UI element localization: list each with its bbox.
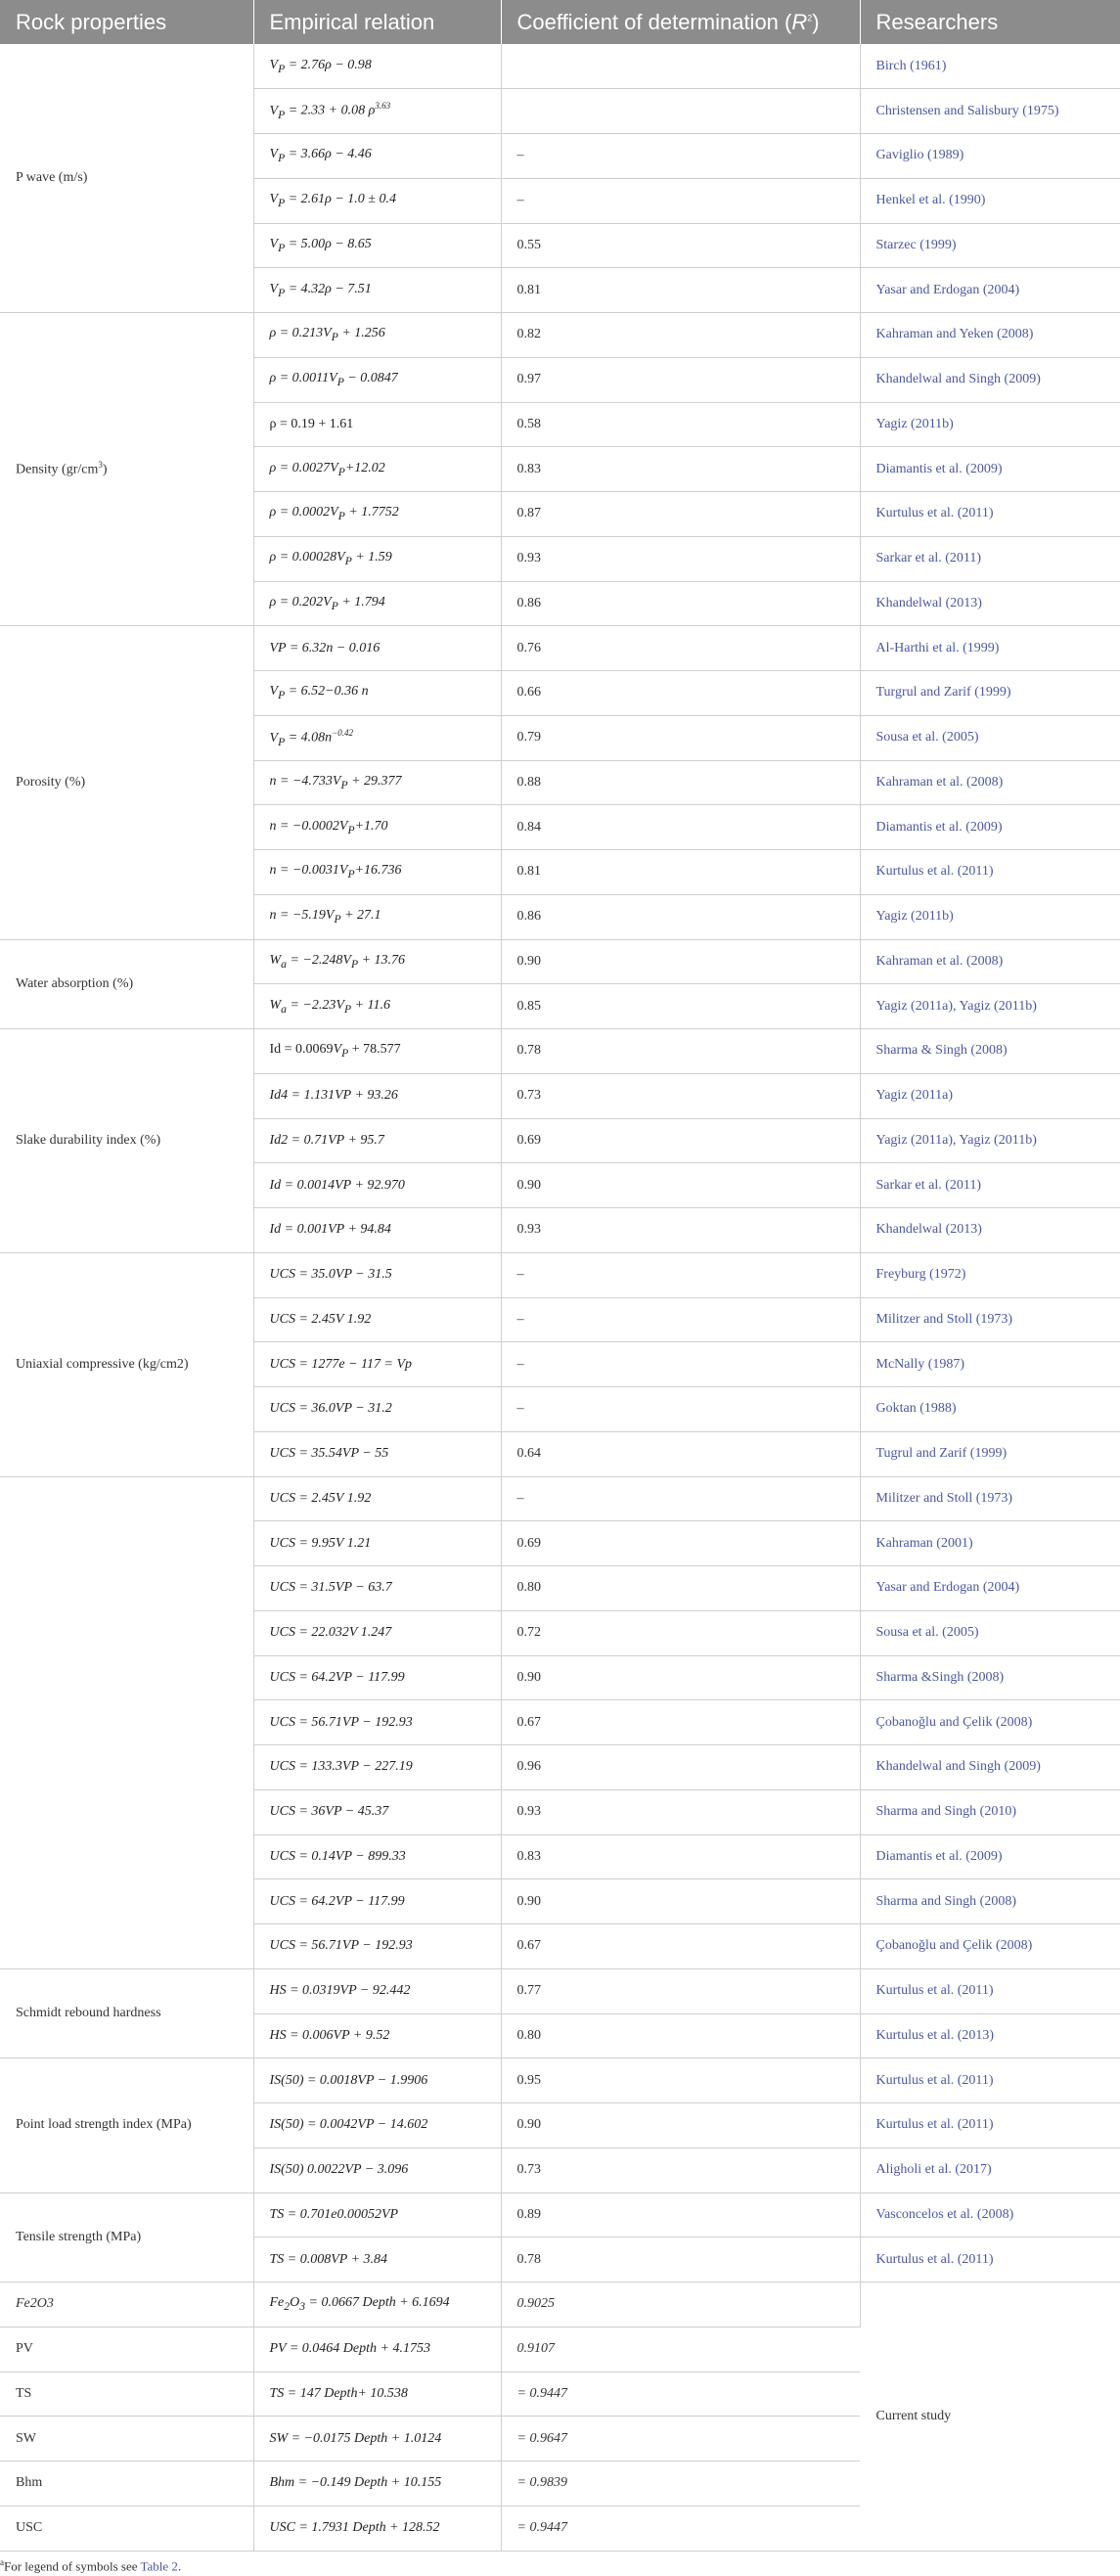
- footnote-marker: a: [0, 2556, 4, 2567]
- eq-cell: $\rho = 0.0027V_P+12.02$: [253, 447, 501, 492]
- table-row: [0, 1252, 1120, 1297]
- eq-cell: $\rho = 0.00028V_P + 1.59$: [253, 536, 501, 581]
- r2-cell: 0.55: [501, 223, 860, 268]
- eq-cell: $V_P = 2.61\rho - 1.0 \pm 0.4$: [253, 178, 501, 223]
- prop-bhm: Bhm: [0, 2462, 253, 2507]
- group-p-wave: P wave (m/s): [0, 44, 253, 313]
- eq-cell: TS = 0.701e0.00052VP: [253, 2192, 501, 2237]
- eq-cell: $W_a = -2.23V_P + 11.6$: [253, 984, 501, 1029]
- researcher-link[interactable]: Yagiz (2011a), Yagiz (2011b): [860, 984, 1120, 1029]
- researcher-link[interactable]: Kurtulus et al. (2011): [860, 1968, 1120, 2013]
- eq-cell: $V_P = 5.00\rho - 8.65$: [253, 223, 501, 268]
- eq-cell: $n = -4.733V_P + 29.377$: [253, 760, 501, 805]
- researcher-link[interactable]: Sarkar et al. (2011): [860, 1163, 1120, 1208]
- r2-cell: 0.90: [501, 1163, 860, 1208]
- eq-cell: $V_P = 4.08n^{-0.42}$: [253, 715, 501, 760]
- eq-cell: $n = -0.0002V_P+1.70$: [253, 805, 501, 850]
- table-row: [0, 44, 1120, 89]
- r2-cell: 0.90: [501, 2103, 860, 2148]
- r2-cell: 0.81: [501, 268, 860, 313]
- r2-cell: –: [501, 178, 860, 223]
- eq-cell: HS = 0.0319VP − 92.442: [253, 1968, 501, 2013]
- r2-cell: 0.90: [501, 1879, 860, 1924]
- table-header-row: [0, 0, 1120, 44]
- table-row: [0, 1476, 1120, 1521]
- researcher-link[interactable]: Militzer and Stoll (1973): [860, 1476, 1120, 1521]
- eq-cell: UCS = 2.45V 1.92: [253, 1297, 501, 1342]
- researcher-link[interactable]: Kahraman et al. (2008): [860, 760, 1120, 805]
- researcher-link[interactable]: Yagiz (2011a): [860, 1073, 1120, 1118]
- header-rock-properties: Rock properties: [0, 0, 253, 44]
- r2-cell: 0.82: [501, 313, 860, 358]
- r2-cell: 0.73: [501, 1073, 860, 1118]
- eq-cell: $V_P = 2.33 + 0.08$ $\rho^{3.63}$: [253, 89, 501, 134]
- r2-cell: 0.67: [501, 1924, 860, 1969]
- researcher-link[interactable]: Sousa et al. (2005): [860, 715, 1120, 760]
- eq-cell: UCS = 133.3VP − 227.19: [253, 1745, 501, 1790]
- r2-cell: 0.95: [501, 2058, 860, 2103]
- researcher-link[interactable]: Khandelwal and Singh (2009): [860, 357, 1120, 402]
- r2-cell: 0.96: [501, 1745, 860, 1790]
- r2-cell: 0.69: [501, 1521, 860, 1566]
- r2-cell: 0.93: [501, 536, 860, 581]
- table-row: [0, 939, 1120, 984]
- researcher-link[interactable]: Sharma &Singh (2008): [860, 1655, 1120, 1700]
- researcher-link[interactable]: Yasar and Erdogan (2004): [860, 1566, 1120, 1611]
- researcher-link[interactable]: Freyburg (1972): [860, 1252, 1120, 1297]
- r2-cell: 0.90: [501, 1655, 860, 1700]
- researcher-link[interactable]: Christensen and Salisbury (1975): [860, 89, 1120, 134]
- eq-cell: $n = -0.0031V_P+16.736$: [253, 850, 501, 895]
- r2-cell: 0.66: [501, 671, 860, 716]
- group-slake-durability: Slake durability index (%): [0, 1029, 253, 1253]
- table-2-link[interactable]: Table 2: [140, 2557, 178, 2573]
- r2-cell: 0.67: [501, 1700, 860, 1745]
- researcher-link[interactable]: Aligholi et al. (2017): [860, 2147, 1120, 2192]
- table-footnote: $^a$For legend of symbols see Table 2.: [0, 2556, 182, 2573]
- table-row: [0, 1029, 1120, 1074]
- researcher-link[interactable]: Khandelwal (2013): [860, 581, 1120, 626]
- eq-cell: Id2 = 0.71VP + 95.7: [253, 1118, 501, 1163]
- researcher-link[interactable]: Kahraman et al. (2008): [860, 939, 1120, 984]
- researcher-link[interactable]: Diamantis et al. (2009): [860, 1834, 1120, 1879]
- r2-cell: 0.83: [501, 447, 860, 492]
- eq-cell: UCS = 35.0VP − 31.5: [253, 1252, 501, 1297]
- eq-cell: IS(50) = 0.0042VP − 14.602: [253, 2103, 501, 2148]
- eq-cell: UCS = 31.5VP − 63.7: [253, 1566, 501, 1611]
- prop-sw: SW: [0, 2417, 253, 2462]
- eq-cell: UCS = 9.95V 1.21: [253, 1521, 501, 1566]
- researcher-link[interactable]: Vasconcelos et al. (2008): [860, 2192, 1120, 2237]
- current-study-cell: Current study: [860, 2282, 1120, 2552]
- table-row: [0, 1968, 1120, 2013]
- researcher-link[interactable]: Yagiz (2011a), Yagiz (2011b): [860, 1118, 1120, 1163]
- eq-cell: $\rho = 0.213V_P + 1.256$: [253, 313, 501, 358]
- group-ucs-unlabeled: [0, 1476, 253, 1968]
- r2-cell: 0.80: [501, 1566, 860, 1611]
- r2-cell: = 0.9839: [501, 2462, 860, 2507]
- researcher-link[interactable]: Kurtulus et al. (2011): [860, 492, 1120, 537]
- eq-cell: SW = −0.0175 Depth + 1.0124: [253, 2417, 501, 2462]
- researcher-link[interactable]: Gaviglio (1989): [860, 134, 1120, 179]
- r2-cell: [501, 89, 860, 134]
- researcher-link[interactable]: Kurtulus et al. (2011): [860, 2103, 1120, 2148]
- researcher-link[interactable]: Goktan (1988): [860, 1387, 1120, 1432]
- eq-cell: IS(50) = 0.0018VP − 1.9906: [253, 2058, 501, 2103]
- researcher-link[interactable]: Çobanoğlu and Çelik (2008): [860, 1700, 1120, 1745]
- eq-cell: Bhm = −0.149 Depth + 10.155: [253, 2462, 501, 2507]
- researcher-link[interactable]: Sharma & Singh (2008): [860, 1029, 1120, 1074]
- researcher-link[interactable]: Diamantis et al. (2009): [860, 447, 1120, 492]
- r2-cell: –: [501, 1387, 860, 1432]
- eq-cell: $Fe_2O_3 = 0.0667$ Depth + 6.1694: [253, 2282, 501, 2327]
- group-uniaxial-compressive: Uniaxial compressive (kg/cm2): [0, 1252, 253, 1476]
- eq-cell: UCS = 64.2VP − 117.99: [253, 1655, 501, 1700]
- r2-cell: = 0.9647: [501, 2417, 860, 2462]
- group-water-absorption: Water absorption (%): [0, 939, 253, 1029]
- r2-cell: 0.81: [501, 850, 860, 895]
- researcher-link[interactable]: Sousa et al. (2005): [860, 1610, 1120, 1655]
- eq-cell: UCS = 36VP − 45.37: [253, 1789, 501, 1834]
- r2-cell: –: [501, 1252, 860, 1297]
- r2-cell: 0.86: [501, 581, 860, 626]
- researcher-link[interactable]: Yagiz (2011b): [860, 894, 1120, 939]
- eq-cell: UCS = 0.14VP − 899.33: [253, 1834, 501, 1879]
- researcher-link[interactable]: Militzer and Stoll (1973): [860, 1297, 1120, 1342]
- prop-fe2o3: Fe2O3: [0, 2282, 253, 2327]
- eq-cell: USC = 1.7931 Depth + 128.52: [253, 2506, 501, 2551]
- researcher-link[interactable]: Starzec (1999): [860, 223, 1120, 268]
- r2-cell: 0.9025: [501, 2282, 860, 2327]
- r2-cell: 0.86: [501, 894, 860, 939]
- r2-cell: = 0.9447: [501, 2506, 860, 2551]
- researcher-link[interactable]: Kurtulus et al. (2011): [860, 850, 1120, 895]
- researcher-link[interactable]: Sarkar et al. (2011): [860, 536, 1120, 581]
- table-row: [0, 626, 1120, 671]
- eq-cell: TS = 0.008VP + 3.84: [253, 2237, 501, 2282]
- r2-cell: 0.84: [501, 805, 860, 850]
- eq-cell: $\rho = 0.202V_P + 1.794$: [253, 581, 501, 626]
- eq-cell: UCS = 1277e − 117 = Vp: [253, 1342, 501, 1387]
- r2-cell: 0.78: [501, 2237, 860, 2282]
- eq-cell: $Id = 0.0069V_P + 78.577$: [253, 1029, 501, 1074]
- researcher-link[interactable]: Khandelwal and Singh (2009): [860, 1745, 1120, 1790]
- r2-cell: 0.77: [501, 1968, 860, 2013]
- eq-cell: ρ = 0.19 + 1.61: [253, 402, 501, 447]
- prop-pv: PV: [0, 2327, 253, 2372]
- r2-cell: 0.79: [501, 715, 860, 760]
- r2-cell: 0.89: [501, 2192, 860, 2237]
- eq-cell: $V_P = 4.32\rho - 7.51$: [253, 268, 501, 313]
- eq-cell: Id = 0.0014VP + 92.970: [253, 1163, 501, 1208]
- r2-cell: 0.97: [501, 357, 860, 402]
- researcher-link[interactable]: Çobanoğlu and Çelik (2008): [860, 1924, 1120, 1969]
- researcher-link[interactable]: Diamantis et al. (2009): [860, 805, 1120, 850]
- researcher-link[interactable]: Yagiz (2011b): [860, 402, 1120, 447]
- eq-cell: Id4 = 1.131VP + 93.26: [253, 1073, 501, 1118]
- eq-cell: UCS = 2.45V 1.92: [253, 1476, 501, 1521]
- group-point-load: Point load strength index (MPa): [0, 2058, 253, 2192]
- group-tensile-strength: Tensile strength (MPa): [0, 2192, 253, 2282]
- eq-cell: $V_P = 2.76\rho - 0.98$: [253, 44, 501, 89]
- header-researchers: Researchers: [860, 0, 1120, 44]
- r2-cell: 0.83: [501, 1834, 860, 1879]
- eq-cell: UCS = 36.0VP − 31.2: [253, 1387, 501, 1432]
- r2-cell: 0.9107: [501, 2327, 860, 2372]
- researcher-link[interactable]: Kurtulus et al. (2011): [860, 2058, 1120, 2103]
- header-coefficient: Coefficient of determination $(R^2)$: [501, 0, 860, 44]
- header-empirical-relation: Empirical relation: [253, 0, 501, 44]
- table-row: [0, 2192, 1120, 2237]
- researcher-link[interactable]: Tugrul and Zarif (1999): [860, 1431, 1120, 1476]
- eq-cell: UCS = 56.71VP − 192.93: [253, 1700, 501, 1745]
- eq-cell: $V_P = 6.52-0.36$ n: [253, 671, 501, 716]
- researcher-link[interactable]: Birch (1961): [860, 44, 1120, 89]
- eq-cell: UCS = 22.032V 1.247: [253, 1610, 501, 1655]
- prop-ts: TS: [0, 2372, 253, 2417]
- researcher-link[interactable]: Kurtulus et al. (2013): [860, 2013, 1120, 2058]
- eq-cell: UCS = 35.54VP − 55: [253, 1431, 501, 1476]
- r2-cell: = 0.9447: [501, 2372, 860, 2417]
- eq-cell: Id = 0.001VP + 94.84: [253, 1208, 501, 1253]
- prop-usc: USC: [0, 2506, 253, 2551]
- r2-cell: 0.85: [501, 984, 860, 1029]
- researcher-link[interactable]: Kahraman (2001): [860, 1521, 1120, 1566]
- group-porosity: Porosity (%): [0, 626, 253, 939]
- group-schmidt-hardness: Schmidt rebound hardness: [0, 1968, 253, 2058]
- r2-cell: [501, 44, 860, 89]
- researcher-link[interactable]: Henkel et al. (1990): [860, 178, 1120, 223]
- r2-cell: 0.69: [501, 1118, 860, 1163]
- eq-cell: IS(50) 0.0022VP − 3.096: [253, 2147, 501, 2192]
- researcher-link[interactable]: Sharma and Singh (2008): [860, 1879, 1120, 1924]
- r2-cell: 0.93: [501, 1208, 860, 1253]
- r2-cell: –: [501, 1342, 860, 1387]
- r2-cell: 0.90: [501, 939, 860, 984]
- eq-cell: UCS = 64.2VP − 117.99: [253, 1879, 501, 1924]
- table-row: [0, 2282, 1120, 2327]
- eq-cell: HS = 0.006VP + 9.52: [253, 2013, 501, 2058]
- eq-cell: PV = 0.0464 Depth + 4.1753: [253, 2327, 501, 2372]
- r2-cell: 0.80: [501, 2013, 860, 2058]
- eq-cell: $V_P = 3.66\rho - 4.46$: [253, 134, 501, 179]
- r2-cell: –: [501, 1297, 860, 1342]
- r2-cell: 0.87: [501, 492, 860, 537]
- researcher-link[interactable]: Al-Harthi et al. (1999): [860, 626, 1120, 671]
- r2-cell: 0.58: [501, 402, 860, 447]
- r2-cell: 0.76: [501, 626, 860, 671]
- eq-cell: TS = 147 Depth+ 10.538: [253, 2372, 501, 2417]
- r2-cell: 0.78: [501, 1029, 860, 1074]
- r2-cell: 0.88: [501, 760, 860, 805]
- researcher-link[interactable]: Turgrul and Zarif (1999): [860, 671, 1120, 716]
- eq-cell: $W_a = -2.248V_P + 13.76$: [253, 939, 501, 984]
- r2-cell: –: [501, 1476, 860, 1521]
- researcher-link[interactable]: McNally (1987): [860, 1342, 1120, 1387]
- eq-cell: $\rho = 0.0002V_P + 1.7752$: [253, 492, 501, 537]
- r2-cell: 0.93: [501, 1789, 860, 1834]
- r2-cell: 0.64: [501, 1431, 860, 1476]
- group-density: Density $(gr/cm^3)$: [0, 313, 253, 626]
- researcher-link[interactable]: Yasar and Erdogan (2004): [860, 268, 1120, 313]
- researcher-link[interactable]: Kahraman and Yeken (2008): [860, 313, 1120, 358]
- researcher-link[interactable]: Khandelwal (2013): [860, 1208, 1120, 1253]
- r2-cell: 0.73: [501, 2147, 860, 2192]
- eq-cell: VP = 6.32n − 0.016: [253, 626, 501, 671]
- eq-cell: UCS = 56.71VP − 192.93: [253, 1924, 501, 1969]
- r2-cell: 0.72: [501, 1610, 860, 1655]
- table-row: [0, 313, 1120, 358]
- eq-cell: $n = -5.19V_P + 27.1$: [253, 894, 501, 939]
- researcher-link[interactable]: Kurtulus et al. (2011): [860, 2237, 1120, 2282]
- table-row: [0, 2058, 1120, 2103]
- r2-cell: –: [501, 134, 860, 179]
- eq-cell: $\rho = 0.0011V_P - 0.0847$: [253, 357, 501, 402]
- researcher-link[interactable]: Sharma and Singh (2010): [860, 1789, 1120, 1834]
